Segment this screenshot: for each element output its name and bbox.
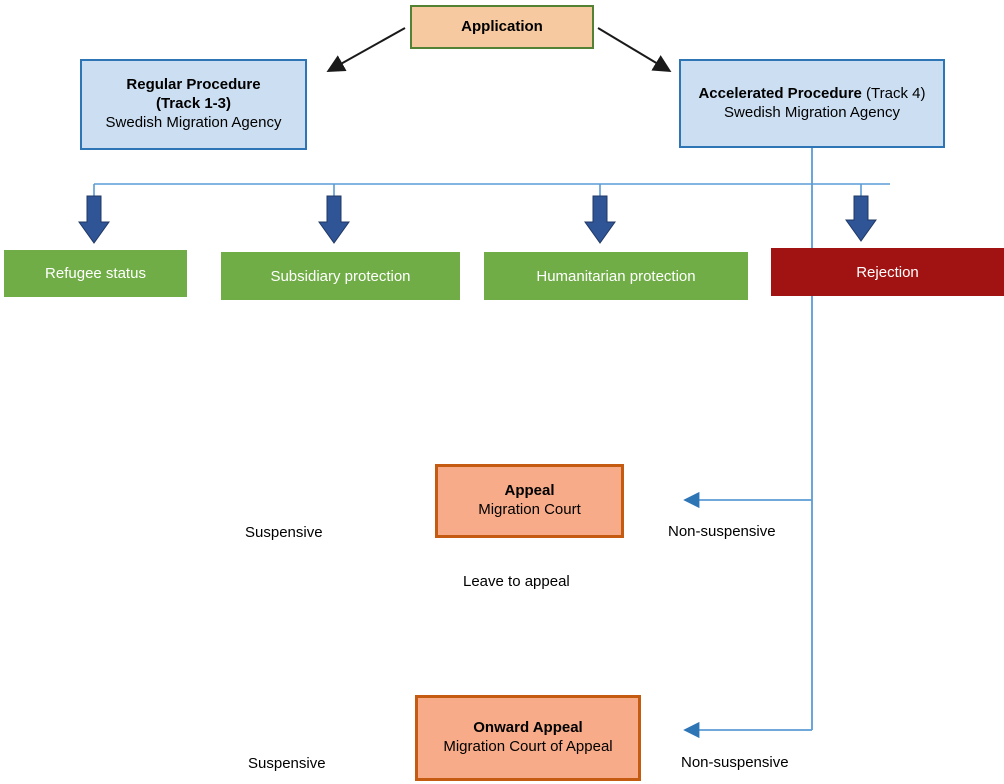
node-regular-procedure[interactable]: [80, 59, 307, 150]
label-non-suspensive-appeal: Non-suspensive: [668, 523, 776, 540]
regular-procedure-line2: (Track 1-3): [155, 95, 232, 113]
humanitarian-protection-label: Humanitarian protection: [536, 267, 696, 285]
node-onward-appeal[interactable]: [415, 695, 641, 781]
label-leave-to-appeal: Leave to appeal: [463, 573, 570, 590]
node-application[interactable]: [410, 5, 594, 49]
node-humanitarian-protection[interactable]: [484, 252, 748, 300]
onward-appeal-line1: Onward Appeal: [473, 719, 583, 737]
node-subsidiary-protection[interactable]: [221, 252, 460, 300]
node-accelerated-procedure[interactable]: [679, 59, 945, 148]
application-label: Application: [461, 17, 543, 35]
regular-procedure-line3: Swedish Migration Agency: [105, 113, 282, 131]
arrow-down-subsidiary: [319, 196, 349, 243]
refugee-status-label: Refugee status: [45, 265, 146, 282]
node-rejection[interactable]: [771, 248, 1004, 296]
label-non-suspensive-onward-appeal: Non-suspensive: [681, 754, 789, 771]
label-suspensive-appeal: Suspensive: [245, 524, 323, 541]
label-suspensive-onward-appeal: Suspensive: [248, 755, 326, 772]
subsidiary-protection-label: Subsidiary protection: [270, 267, 411, 285]
arrow-down-rejection: [846, 196, 876, 241]
accelerated-procedure-line1-bold: Accelerated Procedure: [698, 84, 862, 102]
arrow-down-humanitarian: [585, 196, 615, 243]
edge-application-to-regular: [330, 28, 405, 70]
appeal-line2: Migration Court: [478, 501, 581, 518]
accelerated-procedure-line1: [698, 85, 925, 104]
arrow-down-refugee: [79, 196, 109, 243]
appeal-line1: Appeal: [504, 482, 555, 500]
edge-application-to-accelerated: [598, 28, 668, 70]
accelerated-procedure-line2: Swedish Migration Agency: [724, 103, 900, 121]
node-appeal[interactable]: [435, 464, 624, 538]
onward-appeal-line2: Migration Court of Appeal: [443, 738, 613, 755]
regular-procedure-line1: Regular Procedure: [126, 76, 261, 94]
accelerated-procedure-line1-rest: (Track 4): [861, 84, 926, 102]
node-refugee-status[interactable]: [4, 250, 187, 297]
rejection-label: Rejection: [856, 263, 919, 281]
